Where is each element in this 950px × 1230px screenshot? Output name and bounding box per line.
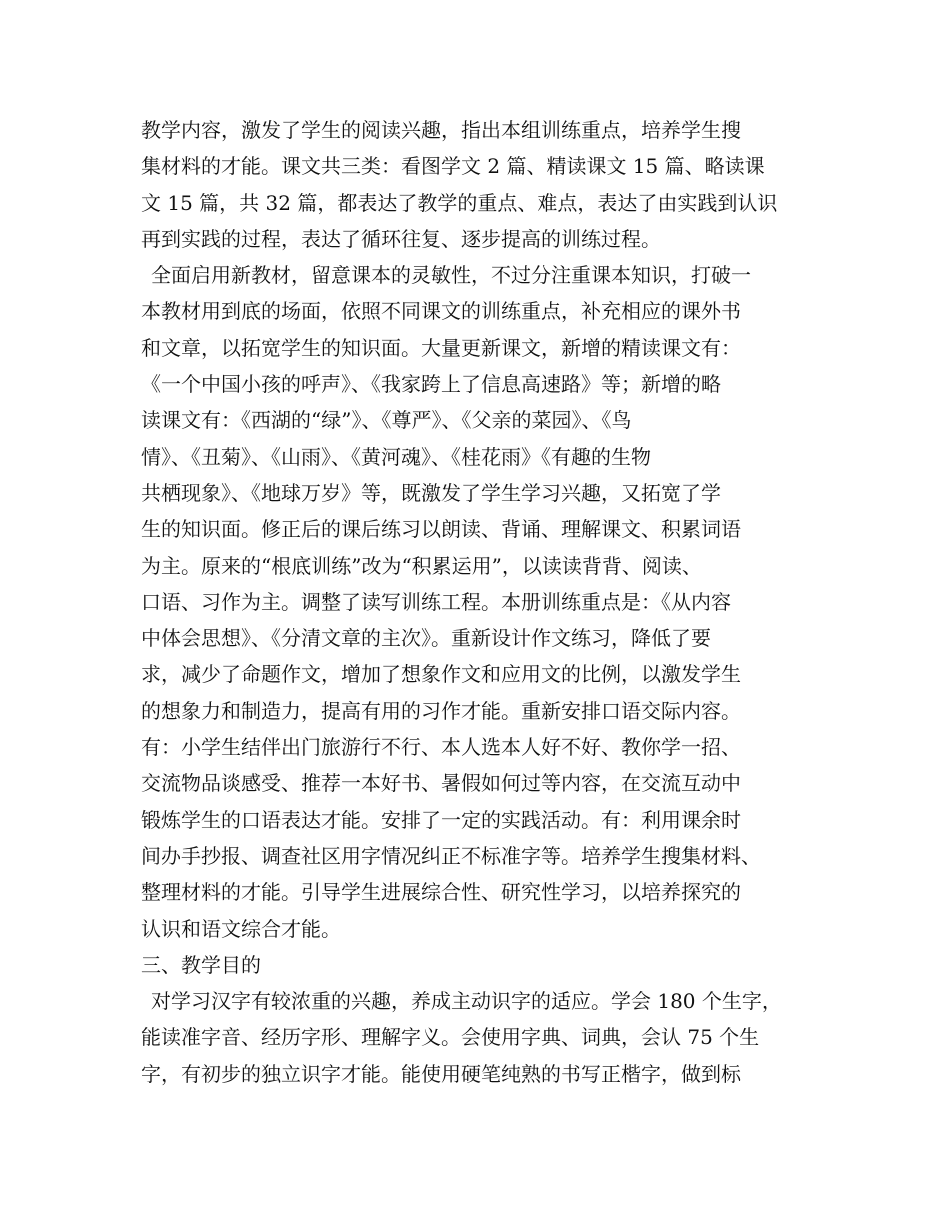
text-line: 集材料的才能。课文共三类：看图学文 2 篇、精读课文 15 篇、略读课: [141, 154, 765, 179]
text-line: 口语、习作为主。调整了读写训练工程。本册训练重点是：《从内容: [141, 589, 731, 614]
text-line: 间办手抄报、调查社区用字情况纠正不标准字等。培养学生搜集材料、: [141, 843, 761, 868]
text-line: 有：小学生结伴出门旅游行不行、本人选本人好不好、教你学一招、: [141, 735, 741, 760]
text-line: 中体会思想》、《分清文章的主次》。重新设计作文练习，降低了要: [141, 626, 711, 651]
text-line: 求，减少了命题作文，增加了想象作文和应用文的比例，以激发学生: [141, 662, 741, 687]
text-line: 本教材用到底的场面，依照不同课文的训练重点，补充相应的课外书: [141, 299, 741, 324]
text-line: 教学内容，激发了学生的阅读兴趣，指出本组训练重点，培养学生搜: [141, 118, 741, 142]
text-line: 文 15 篇，共 32 篇，都表达了教学的重点、难点，表达了由实践到认识: [141, 190, 778, 215]
text-line: 生的知识面。修正后的课后练习以朗读、背诵、理解课文、积累词语: [141, 517, 741, 542]
text-line: 和文章，以拓宽学生的知识面。大量更新课文，新增的精读课文有：: [141, 335, 741, 360]
text-line: 再到实践的过程，表达了循环往复、逐步提高的训练过程。: [141, 226, 661, 251]
section-heading: 三、教学目的: [141, 952, 261, 977]
text-line: 情》、《丑菊》、《山雨》、《黄河魂》、《桂花雨》《有趣的生物: [141, 444, 651, 469]
text-line: 《一个中国小孩的呼声》、《我家跨上了信息高速路》等；新增的略: [141, 372, 721, 397]
text-line: 为主。原来的“根底训练”改为“积累运用”，以读读背背、阅读、: [141, 553, 702, 578]
text-line: 的想象力和制造力，提高有用的习作才能。重新安排口语交际内容。: [141, 698, 741, 723]
document-body: [141, 112, 821, 1092]
text-line: 字，有初步的独立识字才能。能使用硬笔纯熟的书写正楷字，做到标: [141, 1061, 741, 1086]
text-line: 交流物品谈感受、推荐一本好书、暑假如何过等内容，在交流互动中: [141, 771, 741, 796]
text-line: 对学习汉字有较浓重的兴趣，养成主动识字的适应。学会 180 个生字，: [151, 989, 782, 1014]
text-line: 整理材料的才能。引导学生进展综合性、研究性学习，以培养探究的: [141, 880, 741, 905]
text-line: 能读准字音、经历字形、理解字义。会使用字典、词典，会认 75 个生: [141, 1025, 760, 1050]
text-line: 锻炼学生的口语表达才能。安排了一定的实践活动。有：利用课余时: [141, 807, 741, 832]
text-line: 全面启用新教材，留意课本的灵敏性，不过分注重课本知识，打破一: [151, 263, 751, 288]
text-line: 认识和语文综合才能。: [141, 916, 341, 941]
text-line: 共栖现象》、《地球万岁》等，既激发了学生学习兴趣，又拓宽了学: [141, 480, 721, 505]
text-line: 读课文有：《西湖的“绿”》、《尊严》、《父亲的菜园》、《鸟: [141, 408, 632, 433]
